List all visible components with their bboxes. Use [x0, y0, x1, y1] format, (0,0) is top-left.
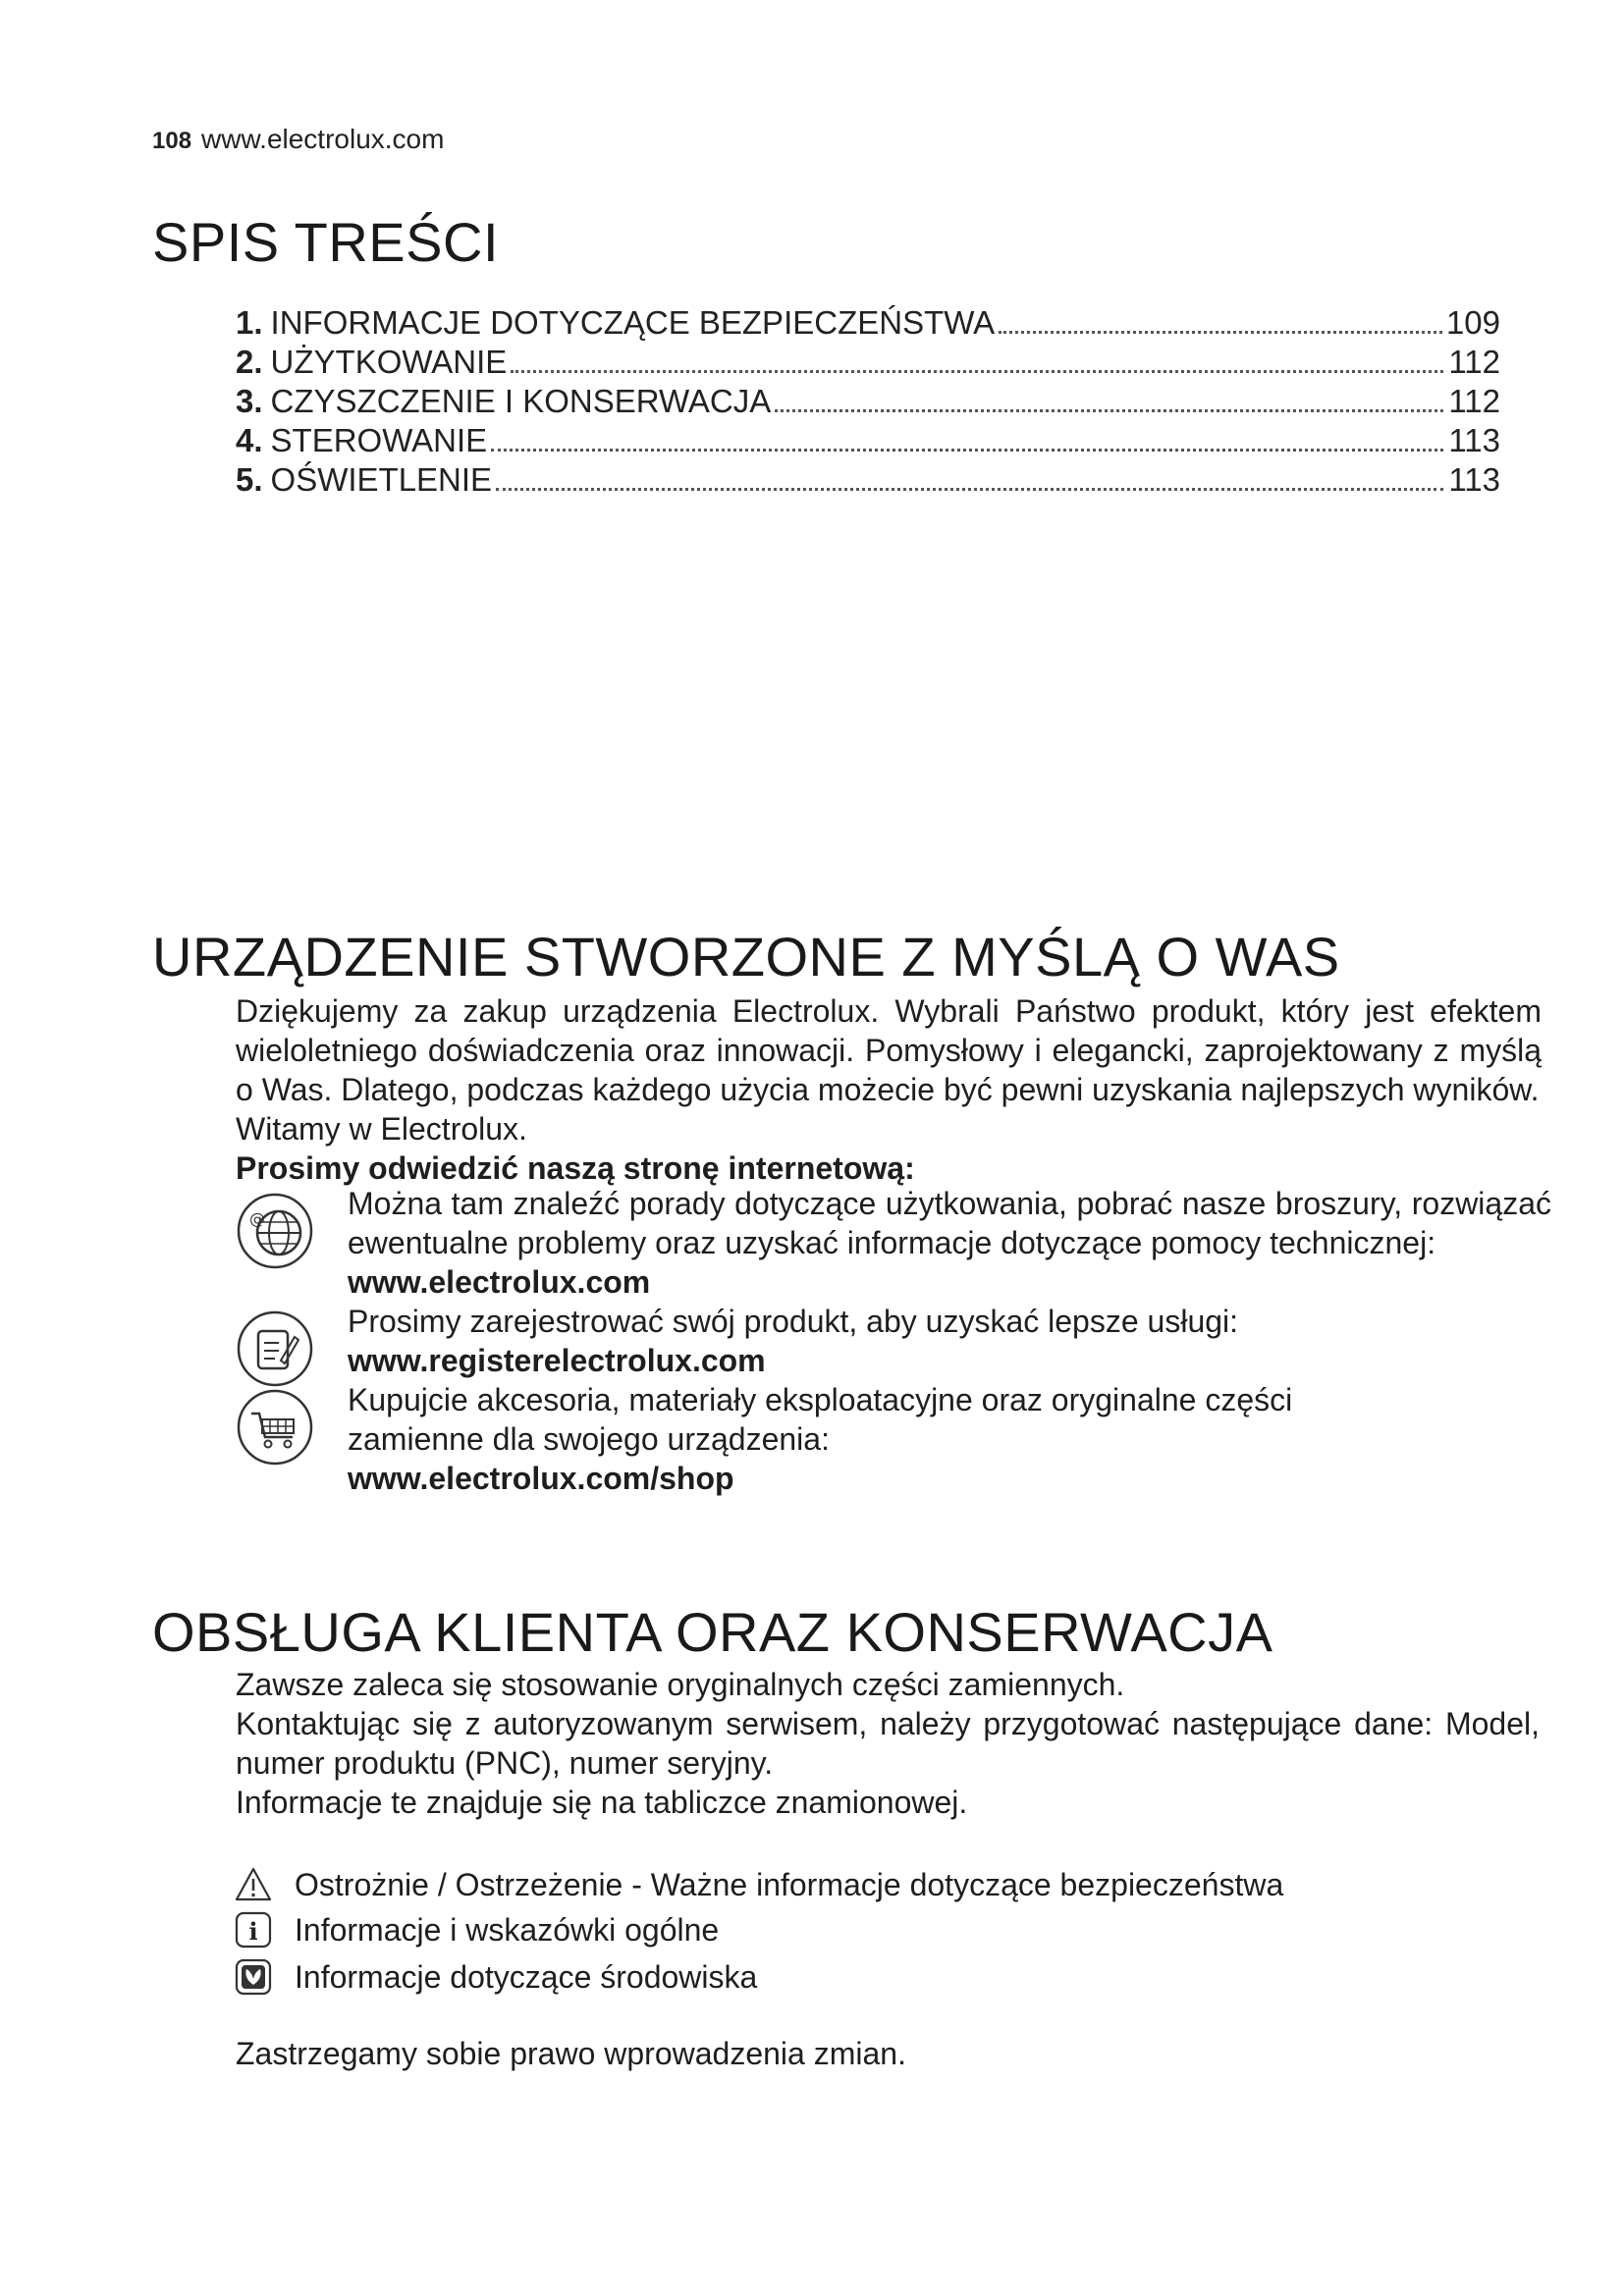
disclaimer: Zastrzegamy sobie prawo wprowadzenia zmian. [236, 2036, 906, 2071]
service-title: OBSŁUGA KLIENTA ORAZ KONSERWACJA [152, 1601, 1273, 1663]
toc-leader [999, 331, 1442, 334]
toc-item-label: OŚWIETLENIE [270, 461, 493, 498]
toc-leader [775, 409, 1443, 412]
shopping-cart-icon [236, 1388, 314, 1467]
legend-info-text: Informacje i wskazówki ogólne [295, 1911, 720, 1948]
toc-item-number: 1. [236, 304, 263, 341]
warning-icon [234, 1865, 273, 1904]
toc-item[interactable] [236, 304, 1500, 344]
intro-paragraph: Dziękujemy za zakup urządzenia Electrolux. Wybrali Państwo produkt, który jest efektem wieloletniego doświadczenia oraz innowacji. Pomysłowy i elegancki, zaprojektowany z myślą o Was. Dlatego, podczas każdego użycia możecie być pewni uzyskania najlepszych wyników. [236, 993, 1542, 1107]
globe-icon [236, 1192, 314, 1270]
toc-item-label: UŻYTKOWANIE [270, 344, 508, 380]
toc-item-number: 4. [236, 422, 263, 458]
toc-item-label: INFORMACJE DOTYCZĄCE BEZPIECZEŃSTWA [270, 304, 996, 341]
site-url[interactable]: www.electrolux.com [201, 124, 445, 154]
visit-heading: Prosimy odwiedzić naszą stronę internetową: [236, 1150, 915, 1186]
toc-item-number: 3. [236, 383, 263, 419]
toc-title: SPIS TREŚCI [152, 211, 500, 273]
toc-item-page: 109 [1445, 304, 1500, 341]
table-of-contents [236, 304, 1500, 501]
register-row [236, 1302, 1551, 1388]
intro-title: URZĄDZENIE STWORZONE Z MYŚLĄ O WAS [152, 926, 1340, 988]
service-line-1: Zawsze zaleca się stosowanie oryginalnych części zamiennych. [236, 1667, 1125, 1702]
info-icon [234, 1910, 273, 1949]
register-text: Prosimy zarejestrować swój produkt, aby uzyskać lepsze usługi: [348, 1304, 1239, 1339]
environment-icon [234, 1957, 273, 1997]
toc-item-number: 5. [236, 461, 263, 498]
website-info-text: Można tam znaleźć porady dotyczące użytkowania, pobrać nasze broszury, rozwiązać ewentualne problemy oraz uzyskać informacje dotyczące pomocy technicznej: [348, 1186, 1551, 1260]
legend-warning-text: Ostrożnie / Ostrzeżenie - Ważne informacje dotyczące bezpieczeństwa [295, 1866, 1284, 1902]
toc-leader [491, 449, 1443, 452]
website-info-row [236, 1184, 1551, 1302]
toc-item-label: STEROWANIE [270, 422, 488, 458]
svg-text:@: @ [249, 1209, 265, 1228]
electrolux-link[interactable]: www.electrolux.com [348, 1264, 651, 1300]
toc-item[interactable] [236, 461, 1500, 501]
intro-welcome: Witamy w Electrolux. [236, 1111, 527, 1147]
toc-item[interactable] [236, 422, 1500, 461]
toc-leader [511, 370, 1443, 373]
page-header [152, 124, 444, 155]
svg-text:i: i [248, 1917, 258, 1946]
toc-item[interactable] [236, 383, 1500, 422]
register-link[interactable]: www.registerelectrolux.com [348, 1343, 766, 1378]
toc-item-number: 2. [236, 344, 263, 380]
shop-row [236, 1380, 1551, 1498]
service-line-2: Kontaktując się z autoryzowanym serwisem, należy przygotować następujące dane: Model, numer produktu (PNC), numer seryjny. [236, 1706, 1540, 1781]
shop-link[interactable]: www.electrolux.com/shop [348, 1461, 734, 1496]
legend-environment-text: Informacje dotyczące środowiska [295, 1958, 758, 1995]
toc-item-page: 112 [1448, 344, 1500, 380]
legend-info [234, 1910, 719, 1949]
toc-item-page: 112 [1448, 383, 1500, 419]
page-number: 108 [152, 128, 192, 154]
service-line-3: Informacje te znajduje się na tabliczce znamionowej. [236, 1785, 968, 1820]
toc-item-page: 113 [1448, 461, 1500, 498]
legend-warning [234, 1865, 1283, 1904]
toc-item-page: 113 [1448, 422, 1500, 458]
legend-environment [234, 1957, 757, 1997]
toc-leader [496, 488, 1443, 491]
toc-item-label: CZYSZCZENIE I KONSERWACJA [270, 383, 772, 419]
register-form-icon [236, 1309, 314, 1388]
toc-item[interactable] [236, 344, 1500, 383]
shop-text: Kupujcie akcesoria, materiały eksploatacyjne oraz oryginalne części zamienne dla swojego urządzenia: [348, 1382, 1293, 1457]
